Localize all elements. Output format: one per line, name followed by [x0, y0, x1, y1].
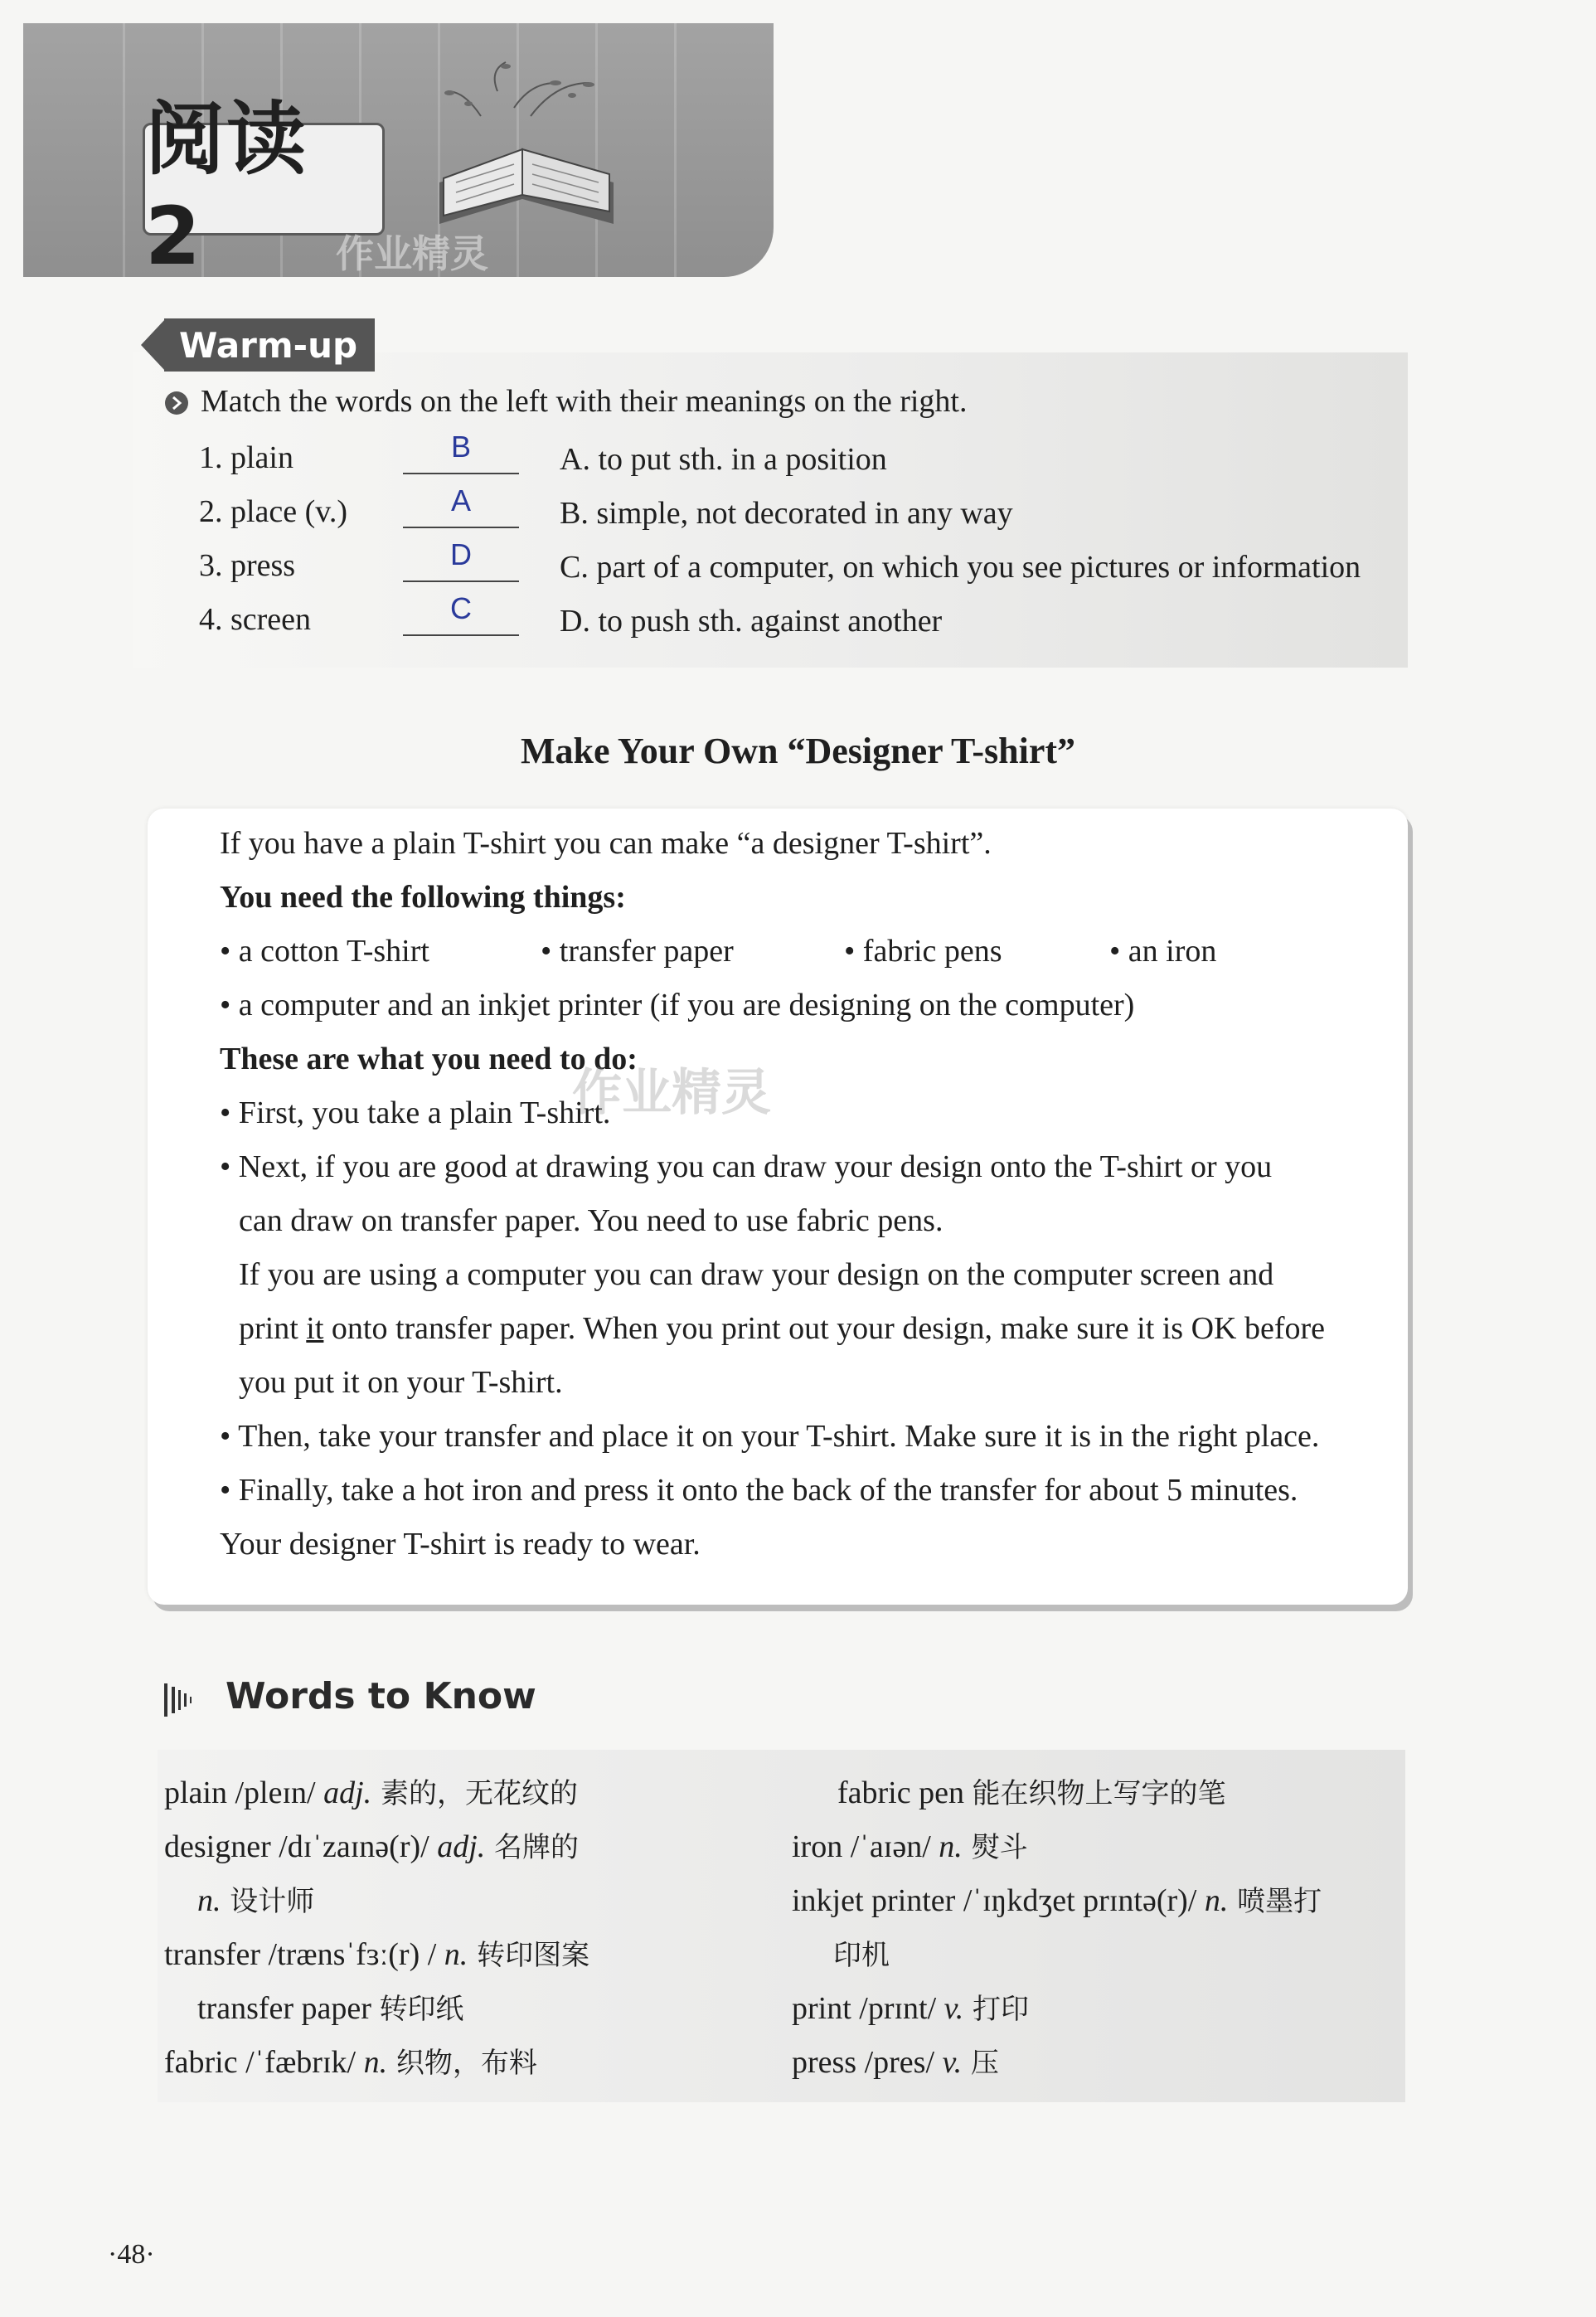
warmup-definition: A. to put sth. in a position: [560, 442, 887, 477]
vocab-entry: [792, 1986, 1029, 2027]
needs-item: • a cotton T-shirt: [220, 934, 429, 969]
vocab-meaning: 名牌的: [485, 1831, 580, 1864]
bars-icon: [164, 1682, 201, 1718]
vocab-word: plain /pleɪn/: [164, 1775, 324, 1810]
vocab-pos: n.: [444, 1937, 468, 1972]
step-next-line: you put it on your T-shirt.: [239, 1365, 563, 1400]
vocab-meaning: 打印: [963, 1993, 1030, 2026]
watermark: 作业精灵: [336, 231, 488, 276]
vocab-pos: n.: [197, 1883, 221, 1918]
text-run: onto transfer paper. When you print out your design, make sure it is OK before: [323, 1311, 1326, 1346]
vocab-meaning: 转印纸: [379, 1993, 464, 2026]
vocab-pos: adj.: [437, 1829, 486, 1864]
text-run: print: [239, 1311, 307, 1346]
vocab-word: transfer /trænsˈfɜː(r) /: [164, 1937, 444, 1972]
vocab-meaning: 织物，布料: [387, 2047, 537, 2080]
needs-item: • transfer paper: [541, 934, 734, 969]
answer-blank: [403, 473, 519, 474]
vocab-entry: [833, 1932, 890, 1973]
vocab-word: designer /dɪˈzaɪnə(r)/: [164, 1829, 438, 1864]
vocab-word: fabric /ˈfæbrɪk/: [164, 2045, 364, 2080]
warmup-term: 2. place (v.): [199, 494, 347, 529]
vocab-word: inkjet printer /ˈɪŋkdʒet prɪntə(r)/: [792, 1883, 1205, 1918]
vocab-meaning: 能在织物上写字的笔: [972, 1777, 1226, 1810]
vocab-word: iron /ˈaɪən/: [792, 1829, 939, 1864]
step-next-line: [239, 1310, 1325, 1347]
underlined-word: it: [306, 1311, 324, 1346]
section-title: 阅读 2: [145, 92, 308, 283]
article-title: Make Your Own “Designer T-shirt”: [520, 731, 1076, 771]
vocab-meaning: 压: [962, 2047, 999, 2080]
vocab-meaning: 转印图案: [468, 1939, 590, 1972]
step-next-line: If you are using a computer you can draw your design on the computer screen and: [239, 1257, 1274, 1292]
watermark: 作业精灵: [572, 1064, 771, 1122]
vocab-pos: n.: [363, 2045, 388, 2080]
step-first: • First, you take a plain T-shirt.: [220, 1095, 611, 1130]
vocab-meaning: 素的，无花纹的: [371, 1777, 578, 1810]
vocab-pos: v.: [942, 2045, 963, 2080]
warmup-definition: C. part of a computer, on which you see pictures or information: [560, 550, 1361, 585]
vocab-meaning: 熨斗: [962, 1831, 1028, 1864]
vocab-pos: v.: [944, 1991, 964, 2026]
vocab-meaning: 喷墨打: [1228, 1885, 1322, 1918]
vocab-word: print /prɪnt/: [792, 1991, 944, 2026]
warmup-definition: D. to push sth. against another: [560, 604, 943, 639]
answer-blank: [403, 527, 519, 528]
vocab-meaning: 印机: [833, 1939, 890, 1972]
vocab-entry: [164, 1771, 578, 1811]
warmup-answer[interactable]: A: [450, 483, 471, 517]
warmup-answer[interactable]: B: [450, 430, 471, 464]
words-to-know-title: Words to Know: [226, 1675, 536, 1717]
warmup-tag-arrow: [141, 318, 166, 372]
vocab-entry: [837, 1771, 1225, 1811]
warmup-term: 3. press: [199, 548, 296, 583]
warmup-definition: B. simple, not decorated in any way: [560, 496, 1013, 531]
vocab-entry: [197, 1878, 314, 1919]
section-title-box: [143, 92, 385, 283]
vocab-entry: [164, 1824, 579, 1865]
vocab-word: press /pres/: [792, 2045, 943, 2080]
needs-heading: You need the following things:: [220, 880, 626, 915]
step-next: • Next, if you are good at drawing you can draw your design onto the T-shirt or you: [220, 1149, 1273, 1184]
vocab-pos: n.: [939, 1829, 963, 1864]
vocab-entry: [197, 1986, 463, 2027]
vocab-pos: n.: [1204, 1883, 1229, 1918]
warmup-term: 4. screen: [199, 602, 312, 637]
article-intro: If you have a plain T-shirt you can make “a designer T-shirt”.: [220, 826, 992, 861]
needs-item: • fabric pens: [844, 934, 1002, 969]
vocab-entry: [164, 2040, 537, 2081]
vocab-word: fabric pen: [837, 1775, 973, 1810]
warmup-answer[interactable]: C: [450, 591, 472, 625]
vocab-entry: [792, 1878, 1322, 1919]
vocab-entry: [792, 2040, 999, 2081]
vocab-entry: [164, 1932, 589, 1973]
step-then: • Then, take your transfer and place it on your T-shirt. Make sure it is in the right place.: [220, 1419, 1320, 1454]
warmup-tag: Warm-up: [164, 318, 375, 372]
page-number: ·48·: [108, 2239, 155, 2270]
answer-blank: [403, 580, 519, 582]
warmup-instruction: Match the words on the left with their meanings on the right.: [201, 384, 968, 419]
article-closing: Your designer T-shirt is ready to wear.: [220, 1527, 701, 1562]
warmup-term: 1. plain: [199, 440, 293, 475]
needs-item: • a computer and an inkjet printer (if you are designing on the computer): [220, 988, 1135, 1022]
steps-heading: These are what you need to do:: [220, 1042, 638, 1076]
arrow-circle-icon: [164, 391, 189, 415]
vocab-meaning: 设计师: [221, 1885, 315, 1918]
warmup-answer[interactable]: D: [450, 537, 472, 571]
vocab-entry: [792, 1824, 1028, 1865]
open-book-icon: [406, 58, 638, 249]
step-next-line: can draw on transfer paper. You need to use fabric pens.: [239, 1203, 944, 1238]
needs-item: • an iron: [1109, 934, 1217, 969]
step-finally: • Finally, take a hot iron and press it onto the back of the transfer for about 5 minutes.: [220, 1473, 1298, 1508]
answer-blank: [403, 634, 519, 636]
vocab-word: transfer paper: [197, 1991, 380, 2026]
vocab-pos: adj.: [323, 1775, 372, 1810]
